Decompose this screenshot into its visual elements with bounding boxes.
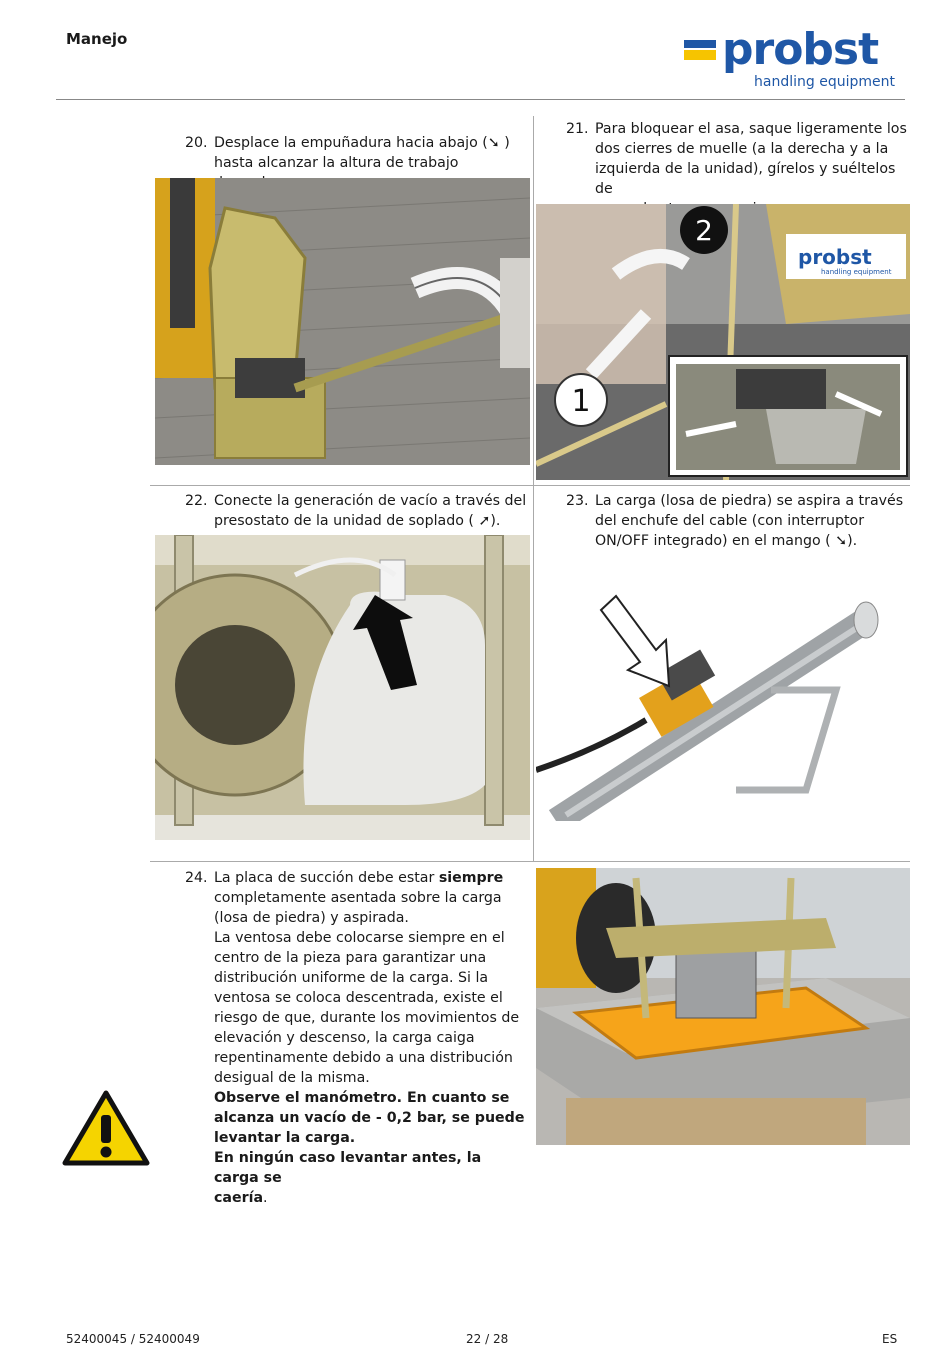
step-line: del enchufe del cable (con interruptor <box>595 513 865 529</box>
photo-cable-plug-handle <box>536 580 910 821</box>
step-line: Para bloquear el asa, saque ligeramente los <box>595 121 907 137</box>
badge-1: 1 <box>571 384 591 419</box>
plate-brand: probst <box>798 245 872 269</box>
photo-suction-plate-on-slab <box>536 868 910 1145</box>
step-number: 24. <box>185 870 208 886</box>
step-text <box>214 491 526 531</box>
grid-divider-v2 <box>533 486 534 861</box>
step-line: repentinamente debido a una distribución <box>214 1050 513 1066</box>
step-23 <box>566 491 911 551</box>
step-line: elevación y descenso, la carga caiga <box>214 1030 475 1046</box>
step-line: presostato de la unidad de soplado ( ➚). <box>214 513 501 529</box>
step-line: desigual de la misma. <box>214 1070 370 1086</box>
warning-line: En ningún caso levantar antes, la carga se <box>214 1150 482 1186</box>
warning-line: alcanza un vacío de - 0,2 bar, se puede <box>214 1110 525 1126</box>
warning-icon <box>62 1090 150 1166</box>
step-line: La placa de succión debe estar siempre <box>214 870 504 886</box>
step-line: ventosa se coloca descentrada, existe el <box>214 990 503 1006</box>
logo-brand: probst <box>722 24 879 75</box>
grid-divider-h2 <box>150 861 910 862</box>
warning-line: caería. <box>214 1190 268 1206</box>
probst-logo <box>684 24 896 96</box>
grid-divider-v1 <box>533 116 534 485</box>
step-line: hasta alcanzar la altura de trabajo <box>214 155 459 171</box>
warning-line: Observe el manómetro. En cuanto se <box>214 1090 510 1106</box>
badge-2: 2 <box>695 214 713 247</box>
footer-language: ES <box>882 1332 898 1346</box>
step-text <box>214 868 530 1208</box>
header-rule <box>56 99 905 100</box>
plate-tagline: handling equipment <box>821 268 892 276</box>
step-line: riesgo de que, durante los movimientos de <box>214 1010 520 1026</box>
grid-divider-h1 <box>150 485 910 486</box>
step-21 <box>566 119 911 199</box>
step-number: 20. <box>185 135 208 151</box>
step-number: 21. <box>566 121 589 137</box>
section-title: Manejo <box>66 30 128 48</box>
footer-page-number: 22 / 28 <box>466 1332 509 1346</box>
step-line: dos cierres de muelle (a la derecha y a la <box>595 141 889 157</box>
step-number: 23. <box>566 493 589 509</box>
step-22 <box>185 491 530 531</box>
step-line: distribución uniforme de la carga. Si la <box>214 970 489 986</box>
step-line: centro de la pieza para garantizar una <box>214 950 487 966</box>
photo-pressure-switch <box>155 535 530 840</box>
step-line: (losa de piedra) y aspirada. <box>214 910 409 926</box>
logo-tagline: handling equipment <box>754 74 895 90</box>
footer-doc-number: 52400045 / 52400049 <box>66 1332 200 1346</box>
bold-word-siempre: siempre <box>438 870 504 886</box>
step-line: La ventosa debe colocarse siempre en el <box>214 930 505 946</box>
photo-handle-lowering <box>155 178 530 465</box>
logo-mark-blue <box>684 40 716 48</box>
step-line: Conecte la generación de vacío a través del <box>214 493 527 509</box>
warning-line: levantar la carga. <box>214 1130 356 1146</box>
step-24 <box>185 868 530 1206</box>
step-line: completamente asentada sobre la carga <box>214 890 502 906</box>
step-line: Desplace la empuñadura hacia abajo (➘ ) <box>214 135 510 151</box>
step-20 <box>185 133 525 173</box>
logo-mark-yellow <box>684 50 716 60</box>
step-line: ON/OFF integrado) en el mango ( ➘). <box>595 533 858 549</box>
step-text <box>595 491 903 551</box>
step-line: izquierda de la unidad), gírelos y suéltelos de <box>595 161 896 197</box>
photo-spring-locks <box>536 204 910 480</box>
step-line: La carga (losa de piedra) se aspira a través <box>595 493 904 509</box>
step-number: 22. <box>185 493 208 509</box>
